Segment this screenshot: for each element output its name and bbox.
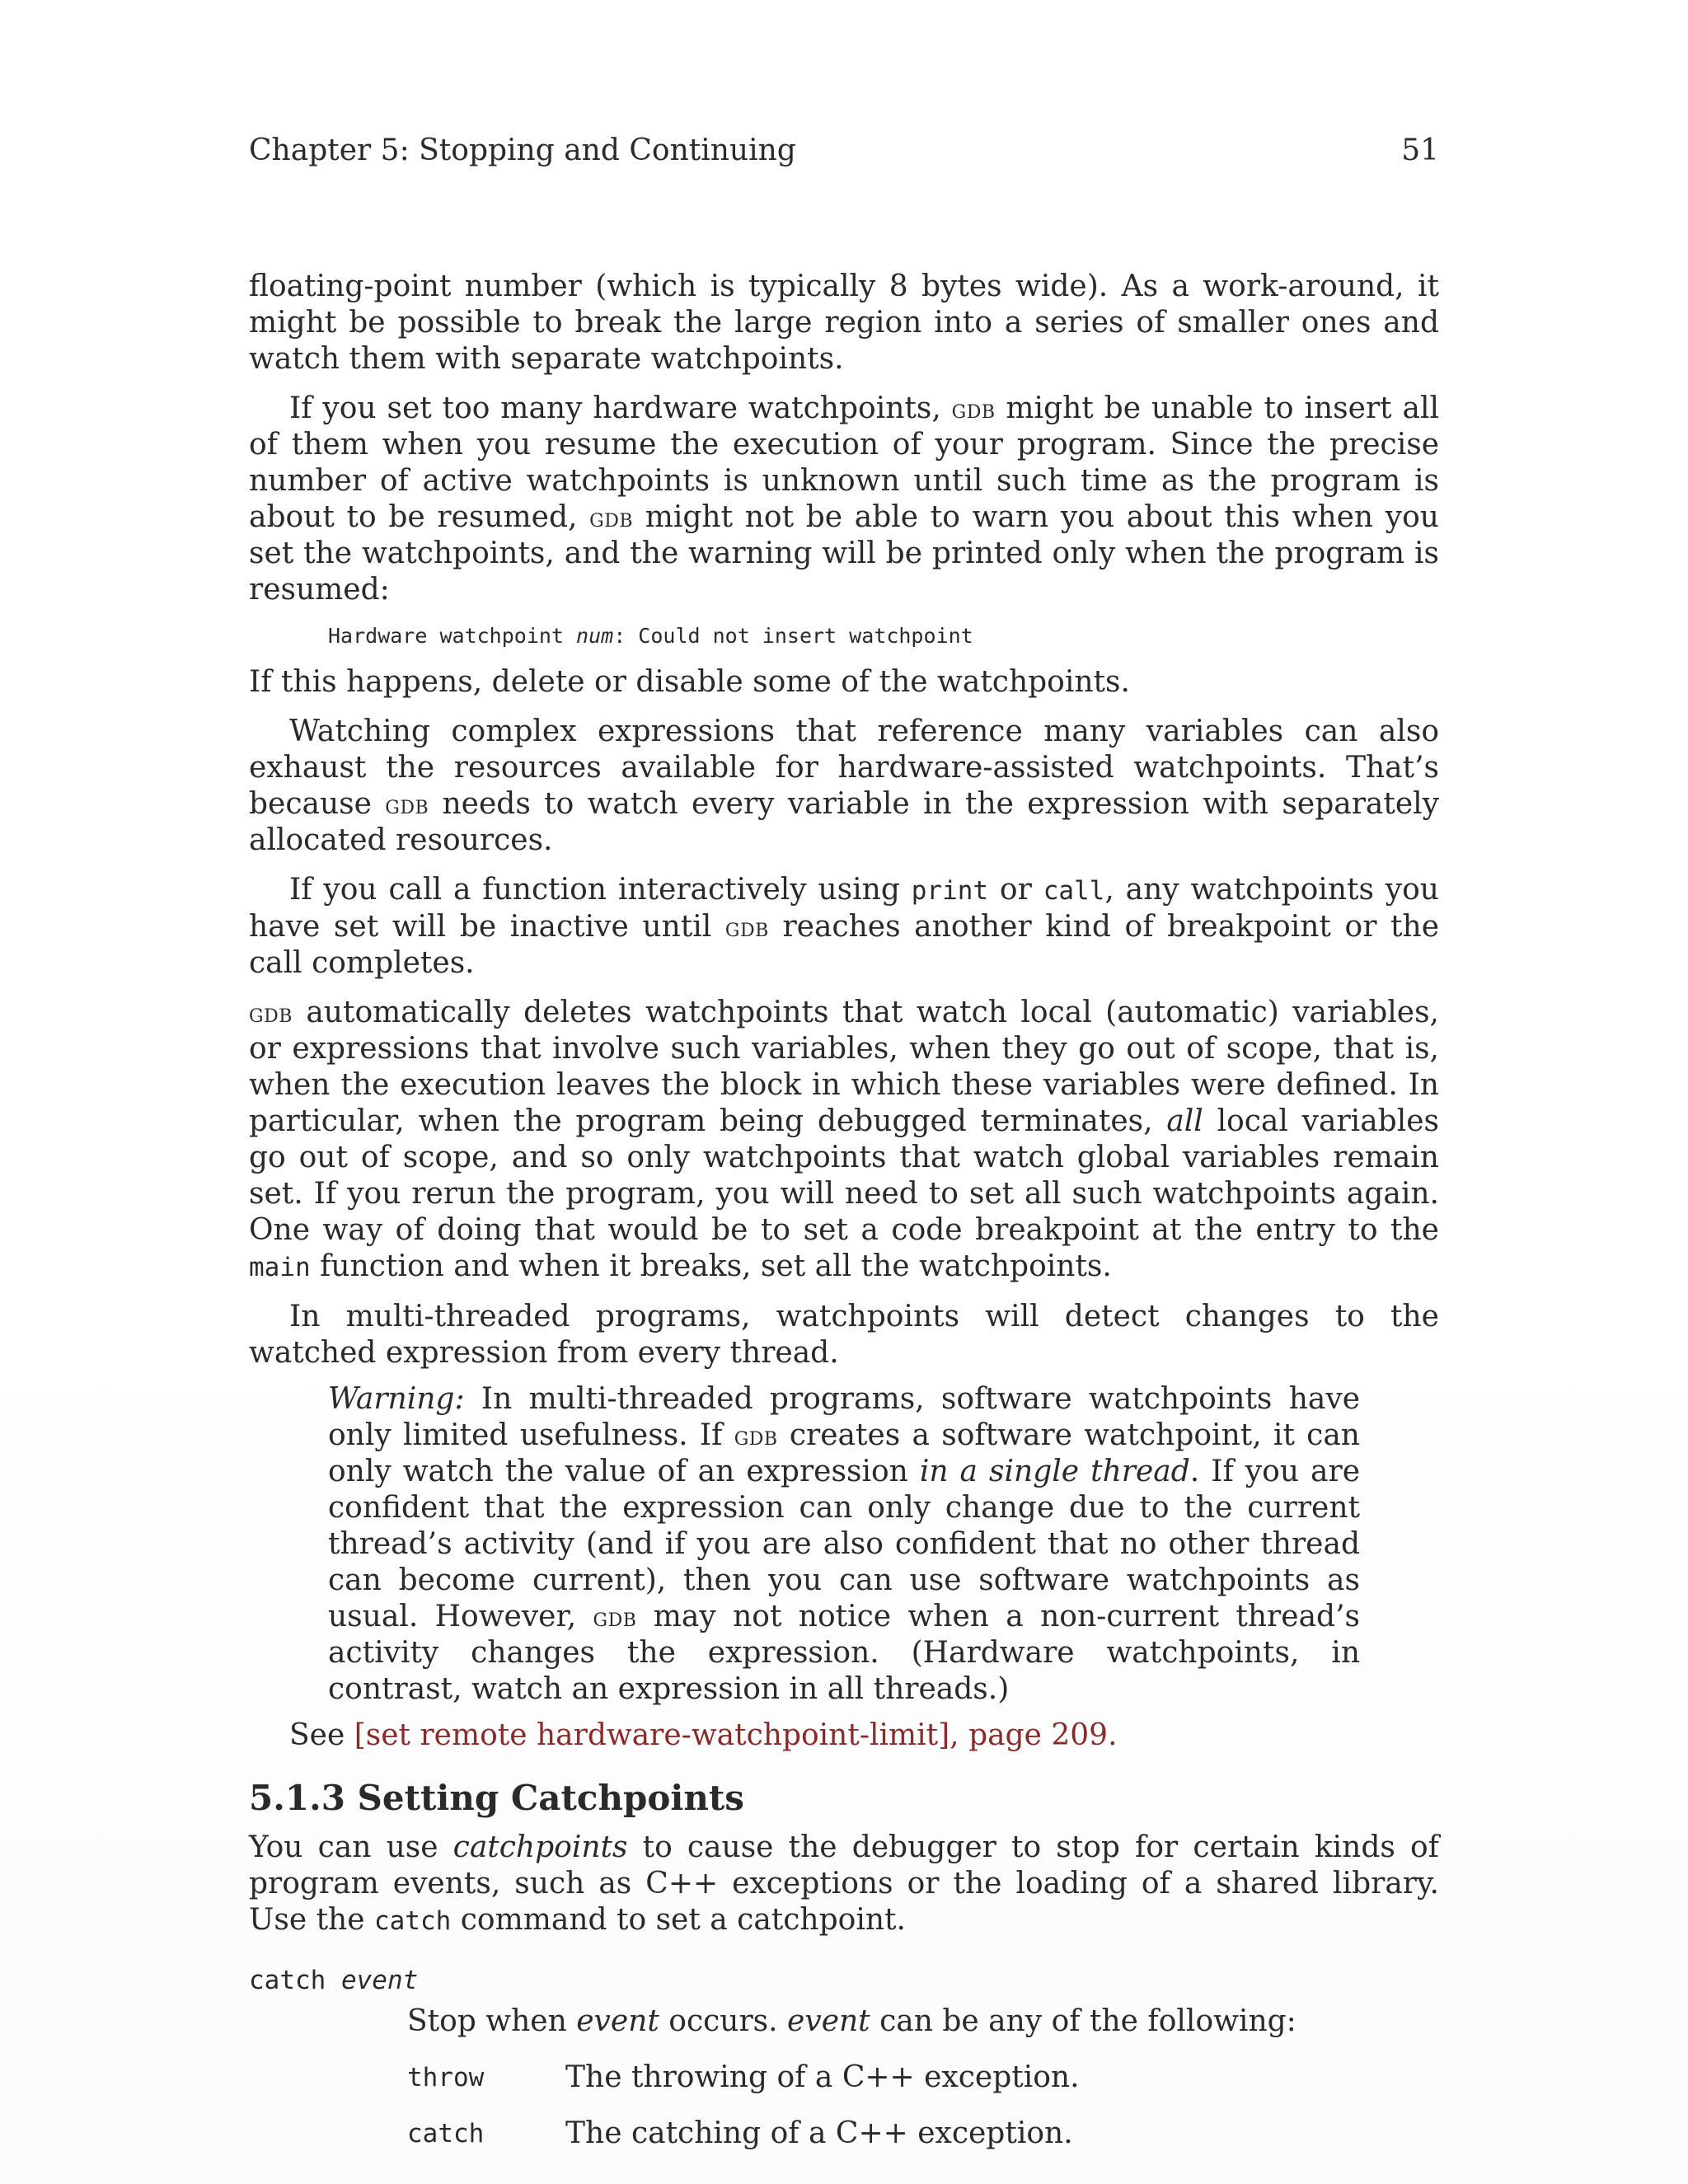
paragraph: You can use catchpoints to cause the debugger to stop for certain kinds of program events, such as C++ exceptions or the loading of a shared library. Use the catch command to set a catchpoint.	[249, 1830, 1439, 1937]
command-term: catch event	[249, 1966, 419, 1995]
page-header	[249, 130, 1439, 171]
event-definition: The throwing of a C++ exception.	[565, 2060, 1080, 2094]
code-example: Hardware watchpoint num: Could not insert watchpoint	[328, 624, 973, 648]
table-row	[407, 2116, 1439, 2152]
command-description: Stop when event occurs. event can be any of the following:	[407, 2004, 1296, 2038]
paragraph: Watching complex expressions that reference many variables can also exhaust the resources available for hardware-assisted watchpoints. That’s because gdb needs to watch every variable in the expression with separately allocated resources.	[249, 715, 1439, 857]
page-number: 51	[1401, 134, 1439, 167]
event-term: catch	[407, 2119, 485, 2149]
gdb-name: gdb	[589, 502, 634, 533]
inline-code: call	[1043, 876, 1105, 906]
paragraph: If this happens, delete or disable some of the watchpoints.	[249, 665, 1130, 699]
section-heading: 5.1.3 Setting Catchpoints	[249, 1778, 744, 1818]
table-row	[407, 2060, 1439, 2096]
chapter-title: Chapter 5: Stopping and Continuing	[249, 134, 796, 167]
warning-label: Warning:	[328, 1382, 465, 1416]
gdb-name: gdb	[724, 912, 769, 943]
inline-code: catch	[373, 1906, 452, 1936]
paragraph: gdb automatically deletes watchpoints that watch local (automatic) variables, or expressions that involve such variables, when they go out of scope, that is, when the execution leaves the block in which these variables were defined. In particular, when the program being debugged terminates, all local variables go out of scope, and so only watchpoints that watch global variables remain set. If you rerun the program, you will need to set all such watchpoints again. One way of doing that would be to set a code breakpoint at the entry to the main function and when it breaks, set all the watchpoints.	[249, 996, 1439, 1283]
paragraph: If you call a function interactively using print or call, any watchpoints you have set will be inactive until gdb reaches another kind of breakpoint or the call completes.	[249, 873, 1439, 980]
inline-code: main	[249, 1253, 311, 1282]
gdb-name: gdb	[385, 789, 429, 820]
page-body	[249, 269, 1439, 2152]
gdb-name: gdb	[593, 1601, 637, 1633]
paragraph: If you set too many hardware watchpoints, gdb might be unable to insert all of them when you resume the execution of your program. Since the precise number of active watchpoints is unknown until such time as the program is about to be resumed, gdb might not be able to warn you about this when you set the watchpoints, and the warning will be printed only when the program is resumed:	[249, 391, 1439, 607]
inline-code: print	[911, 876, 989, 906]
warning-block: Warning: In multi-threaded programs, software watchpoints have only limited usefulness. If gdb creates a software watchpoint, it can only watch the value of an expression in a single thread. If you are confident that the expression can only change due to the current thread’s activity (and if you are also confident that no other thread can become current), then you can use software watchpoints as usual. However, gdb may not notice when a non-current thread’s activity changes the expression. (Hardware watchpoints, in contrast, watch an expression in all threads.)	[328, 1382, 1361, 1706]
gdb-name: gdb	[249, 997, 293, 1029]
gdb-name: gdb	[951, 393, 996, 424]
event-term: throw	[407, 2063, 485, 2093]
gdb-name: gdb	[734, 1420, 778, 1451]
paragraph: In multi-threaded programs, watchpoints will detect changes to the watched expression from every thread.	[249, 1300, 1439, 1370]
paragraph: floating-point number (which is typically 8 bytes wide). As a work-around, it might be possible to break the large region into a series of smaller ones and watch them with separate watchpoints.	[249, 269, 1439, 376]
cross-reference-link[interactable]: [set remote hardware-watchpoint-limit], page 209	[354, 1718, 1109, 1752]
paragraph: See [set remote hardware-watchpoint-limit], page 209.	[289, 1718, 1118, 1752]
event-definition: The catching of a C++ exception.	[565, 2116, 1073, 2150]
